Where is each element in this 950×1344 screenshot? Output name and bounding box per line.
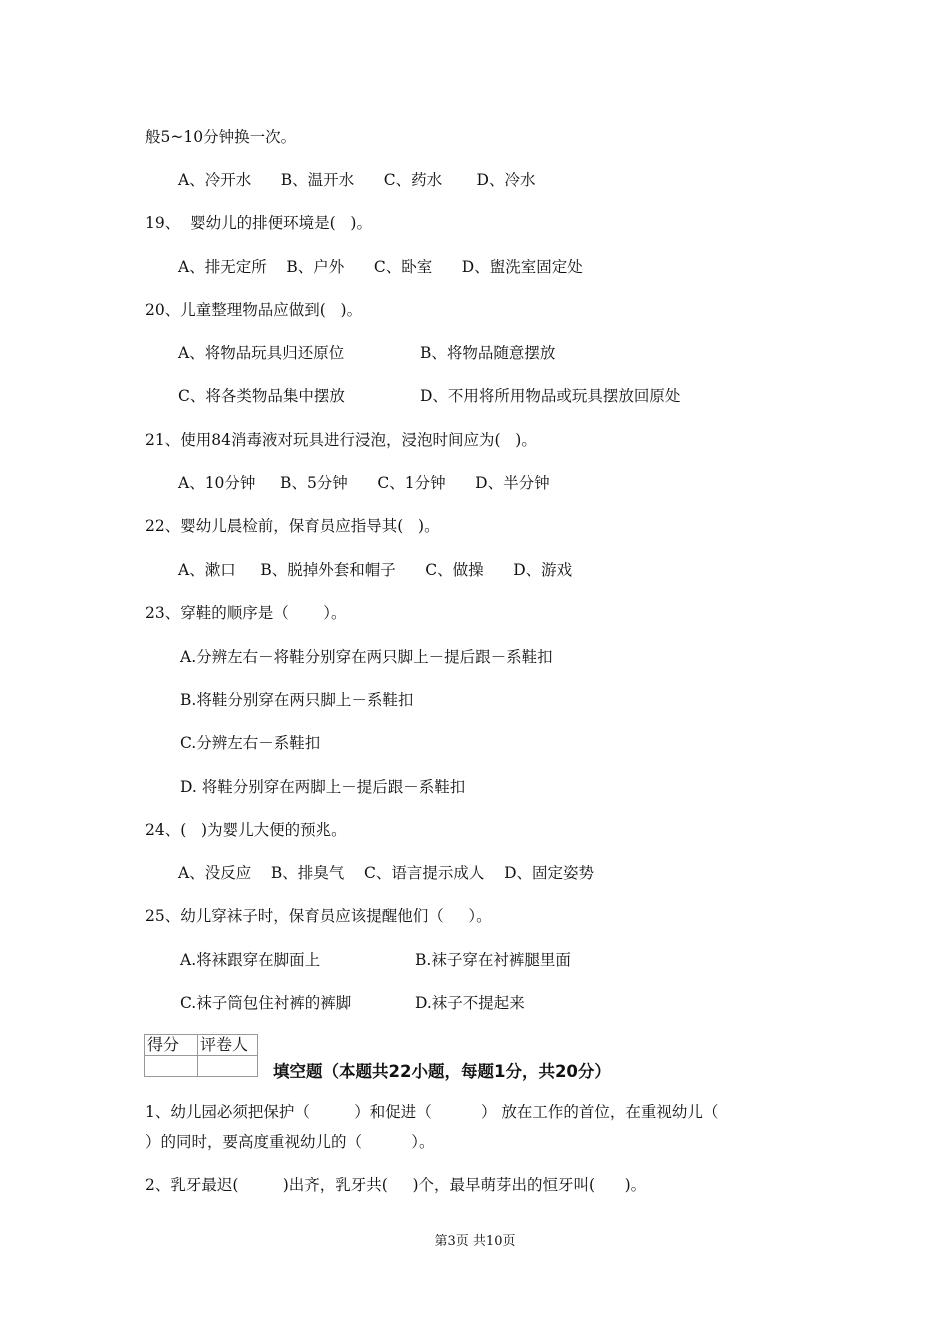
q18-options: A、冷开水 B、温开水 C、药水 D、冷水	[178, 171, 536, 189]
q20-option-a: A、将物品玩具归还原位	[178, 344, 345, 362]
q19-question: 19、 婴幼儿的排便环境是( )。	[145, 214, 372, 232]
q22-options: A、漱口 B、脱掉外套和帽子 C、做操 D、游戏	[178, 561, 573, 579]
section-title: 填空题（本题共22小题，每题1分，共20分）	[273, 1062, 611, 1081]
q23-option-d: D. 将鞋分别穿在两脚上－提后跟－系鞋扣	[180, 778, 466, 796]
q25-option-b: B.袜子穿在衬裤腿里面	[415, 951, 571, 969]
page-footer: 第3页 共10页	[434, 1234, 516, 1249]
q23-question: 23、穿鞋的顺序是（ ）。	[145, 604, 347, 622]
score-label: 得分	[145, 1035, 198, 1056]
q25-option-c: C.袜子筒包住衬裤的裤脚	[180, 994, 352, 1012]
q25-option-a: A.将袜跟穿在脚面上	[180, 951, 321, 969]
q23-option-b: B.将鞋分别穿在两只脚上－系鞋扣	[180, 691, 414, 709]
q24-options: A、没反应 B、排臭气 C、语言提示成人 D、固定姿势	[178, 864, 594, 882]
q20-question: 20、儿童整理物品应做到( )。	[145, 301, 363, 319]
fill-q1-line1: 1、幼儿园必须把保护（ ）和促进（ ） 放在工作的首位，在重视幼儿（	[145, 1103, 719, 1121]
q22-question: 22、婴幼儿晨检前，保育员应指导其( )。	[145, 517, 440, 535]
q20-option-c: C、将各类物品集中摆放	[178, 387, 345, 405]
q20-option-d: D、不用将所用物品或玩具摆放回原处	[420, 387, 681, 405]
score-table	[144, 1034, 258, 1077]
grader-label: 评卷人	[198, 1035, 258, 1056]
fill-q2: 2、乳牙最迟( )出齐，乳牙共( )个，最早萌芽出的恒牙叫( )。	[145, 1176, 647, 1194]
fill-q1-line2: ）的同时，要高度重视幼儿的（ ）。	[145, 1133, 435, 1151]
q24-question: 24、( )为婴儿大便的预兆。	[145, 821, 347, 839]
q20-option-b: B、将物品随意摆放	[420, 344, 556, 362]
q25-question: 25、幼儿穿袜子时，保育员应该提醒他们（ ）。	[145, 907, 492, 925]
q21-question: 21、使用84消毒液对玩具进行浸泡，浸泡时间应为( )。	[145, 431, 537, 449]
q21-options: A、10分钟 B、5分钟 C、1分钟 D、半分钟	[178, 474, 550, 492]
score-cell	[145, 1056, 198, 1077]
q23-option-a: A.分辨左右－将鞋分别穿在两只脚上－提后跟－系鞋扣	[180, 648, 553, 666]
q23-option-c: C.分辨左右－系鞋扣	[180, 734, 321, 752]
q25-option-d: D.袜子不提起来	[415, 994, 525, 1012]
q19-options: A、排无定所 B、户外 C、卧室 D、盥洗室固定处	[178, 258, 583, 276]
grader-cell	[198, 1056, 258, 1077]
continued-text: 般5~10分钟换一次。	[145, 128, 297, 146]
